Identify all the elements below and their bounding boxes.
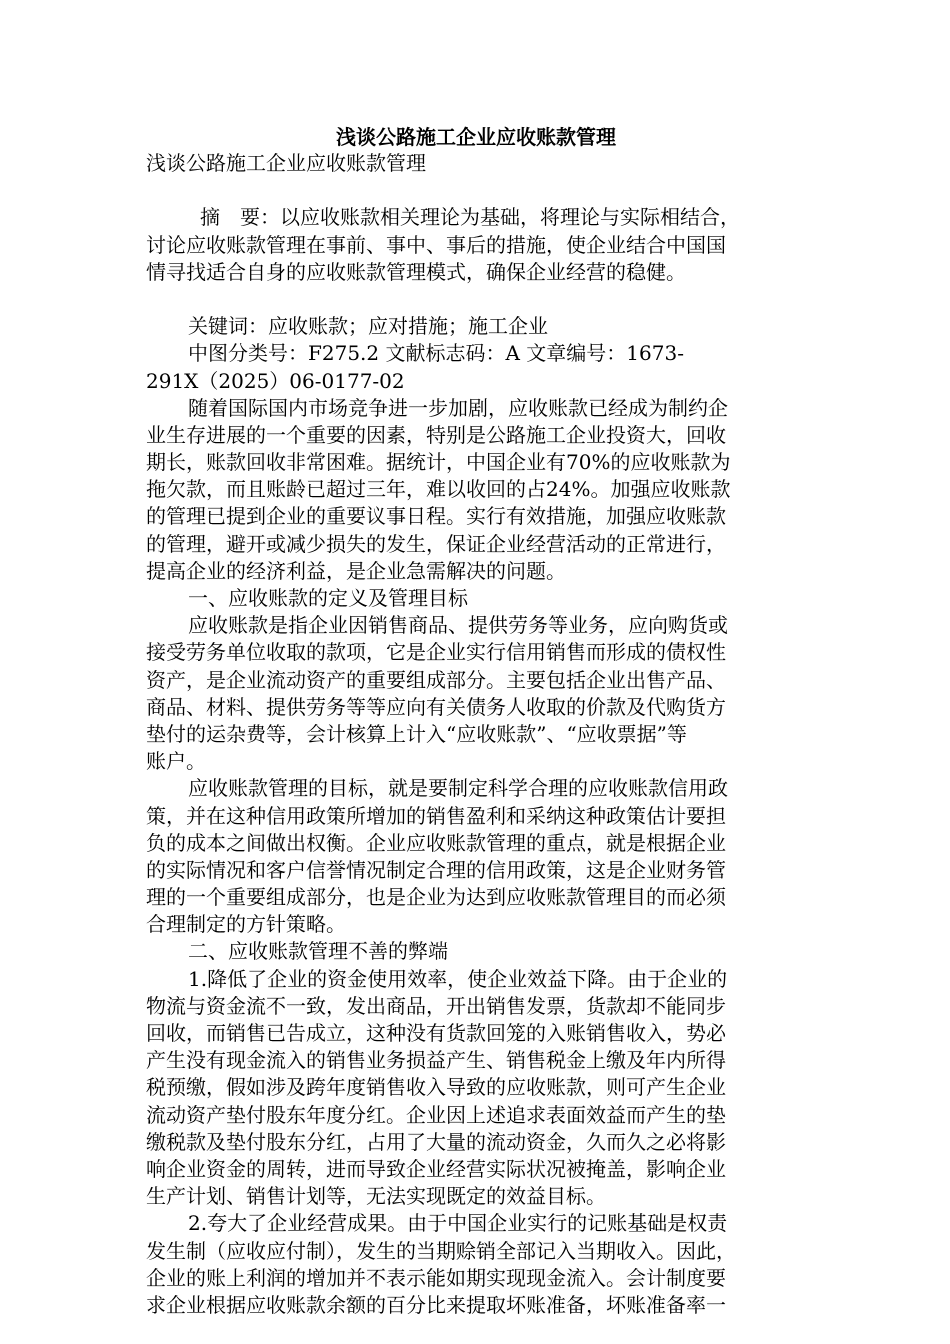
section2-paragraph-2	[146, 1210, 806, 1319]
paragraph-line: 理的一个重要组成部分，也是企业为达到应收账款管理目的而必须	[146, 885, 726, 910]
document-subtitle: 浅谈公路施工企业应收账款管理	[146, 151, 426, 175]
paragraph-line: 拖欠款，而且账龄已超过三年，难以收回的占24%。加强应收账款	[146, 477, 731, 502]
paragraph-line: 回收，而销售已告成立，这种没有货款回笼的入账销售收入，势必	[146, 1021, 726, 1045]
abstract-line: 情寻找适合自身的应收账款管理模式，确保企业经营的稳健。	[146, 259, 686, 284]
section-heading: 二、应收账款管理不善的弊端	[188, 939, 448, 964]
blank-line	[146, 177, 806, 204]
paragraph-line: 的管理已提到企业的重要议事日程。实行有效措施，加强应收账款	[146, 504, 726, 529]
paragraph-line: 负的成本之间做出权衡。企业应收账款管理的重点，就是根据企业	[146, 830, 726, 855]
classification-line: 中图分类号：F275.2 文献标志码：A 文章编号：1673-	[188, 341, 684, 366]
classification-line: 291X（2025）06-0177-02	[146, 368, 405, 393]
paragraph-line: 提高企业的经济利益，是企业急需解决的问题。	[146, 558, 566, 583]
abstract-line: 讨论应收账款管理在事前、事中、事后的措施，使企业结合中国国	[146, 232, 726, 257]
paragraph-line: 资产，是企业流动资产的重要组成部分。主要包括企业出售产品、	[146, 667, 726, 692]
paragraph-line: 产生没有现金流入的销售业务损益产生、销售税金上缴及年内所得	[146, 1048, 726, 1073]
section1-paragraph-2	[146, 775, 806, 938]
paragraph-line: 垫付的运杂费等，会计核算上计入“应收账款”、“应收票据”等	[146, 721, 687, 746]
paragraph-line: 商品、材料、提供劳务等等应向有关债务人收取的价款及代购货方	[146, 694, 726, 719]
paragraph-line: 随着国际国内市场竞争进一步加剧，应收账款已经成为制约企	[188, 395, 728, 420]
paragraph-line: 的管理，避开或减少损失的发生，保证企业经营活动的正常进行，	[146, 531, 726, 556]
paragraph-line: 2.夸大了企业经营成果。由于中国企业实行的记账基础是权责	[188, 1211, 728, 1236]
paragraph-line: 物流与资金流不一致，发出商品，开出销售发票，货款却不能同步	[146, 993, 726, 1018]
abstract-line: 摘 要：以应收账款相关理论为基础，将理论与实际相结合，	[200, 205, 740, 230]
classification-info	[146, 340, 806, 394]
paragraph-line: 应收账款管理的目标，就是要制定科学合理的应收账款信用政	[188, 776, 728, 801]
paragraph-line: 业生存进展的一个重要的因素，特别是公路施工企业投资大，回收	[146, 422, 726, 447]
blank-line	[146, 286, 806, 313]
section-heading: 一、应收账款的定义及管理目标	[188, 586, 468, 610]
paragraph-line: 合理制定的方针策略。	[146, 912, 346, 937]
document-page	[146, 122, 806, 1319]
paragraph-line: 接受劳务单位收取的款项，它是企业实行信用销售而形成的债权性	[146, 640, 726, 665]
paragraph-line: 税预缴，假如涉及跨年度销售收入导致的应收账款，则可产生企业	[146, 1075, 726, 1100]
paragraph-line: 求企业根据应收账款余额的百分比来提取坏账准备，坏账准备率一	[146, 1292, 726, 1317]
paragraph-line: 期长，账款回收非常困难。据统计，中国企业有70%的应收账款为	[146, 450, 731, 475]
paragraph-line: 响企业资金的周转，进而导致企业经营实际状况被掩盖，影响企业	[146, 1156, 726, 1181]
paragraph-line: 企业的账上利润的增加并不表示能如期实现现金流入。会计制度要	[146, 1265, 726, 1290]
keywords: 关键词：应收账款；应对措施；施工企业	[188, 314, 548, 339]
section1-paragraph-1	[146, 612, 806, 775]
abstract	[146, 204, 806, 286]
paragraph-line: 策，并在这种信用政策所增加的销售盈利和采纳这种政策估计要担	[146, 803, 726, 828]
paragraph-line: 流动资产垫付股东年度分红。企业因上述追求表面效益而产生的垫	[146, 1102, 726, 1127]
section2-paragraph-1	[146, 966, 806, 1211]
paragraph-line: 1.降低了企业的资金使用效率，使企业效益下降。由于企业的	[188, 966, 728, 991]
paragraph-line: 发生制（应收应付制），发生的当期赊销全部记入当期收入。因此，	[146, 1238, 736, 1263]
paragraph-line: 账户。	[146, 749, 206, 774]
paragraph-line: 生产计划、销售计划等，无法实现既定的效益目标。	[146, 1184, 606, 1209]
paragraph-line: 缴税款及垫付股东分红，占用了大量的流动资金，久而久之必将影	[146, 1129, 726, 1154]
intro-paragraph	[146, 395, 806, 585]
paragraph-line: 的实际情况和客户信誉情况制定合理的信用政策，这是企业财务管	[146, 857, 726, 882]
document-title: 浅谈公路施工企业应收账款管理	[336, 125, 616, 149]
paragraph-line: 应收账款是指企业因销售商品、提供劳务等业务，应向购货或	[188, 613, 728, 638]
